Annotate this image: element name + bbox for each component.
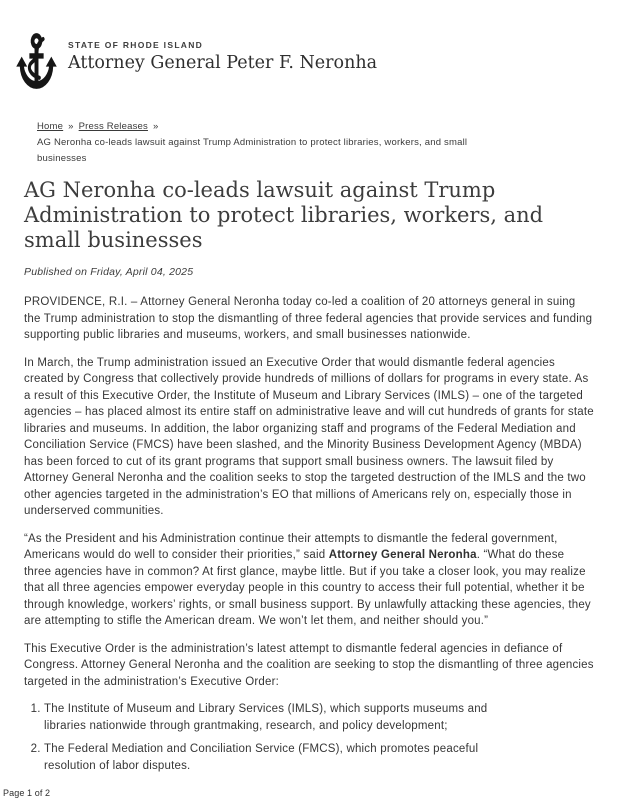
site-header	[0, 0, 618, 92]
breadcrumb-link-home[interactable]: Home	[37, 121, 64, 132]
attorney-general-title: Attorney General Peter F. Neronha	[68, 53, 378, 73]
paragraph-lede: PROVIDENCE, R.I. – Attorney General Neronha today co-led a coalition of 20 attorneys general in suing the Trump administration to stop the dismantling of three federal agencies that provide services and funding supporting public libraries and museums, workers, and small businesses nationwide.	[24, 296, 593, 341]
paragraph-summary: This Executive Order is the administration’s latest attempt to dismantle federal agencies in defiance of Congress. Attorney General Neronha and the coalition are seeking to stop the dismantling of three agencies targeted in the administration’s Executive Order:	[24, 642, 594, 688]
quote-text-before: “As the President and his Administration continue their attempts to dismantle the federal government, Americans would do well to consider their priorities,” said	[24, 532, 558, 561]
header-text	[68, 30, 377, 73]
paragraph-quote	[24, 531, 594, 630]
press-release-article	[0, 178, 618, 774]
breadcrumb-separator: »	[68, 121, 74, 132]
page-title: AG Neronha co-leads lawsuit against Trump Administration to protect libraries, workers, and small businesses	[24, 178, 544, 252]
state-label: STATE OF RHODE ISLAND	[68, 40, 204, 50]
list-item-imls	[44, 701, 529, 734]
anchor-icon	[14, 30, 59, 92]
breadcrumb-current-page: AG Neronha co-leads lawsuit against Trump Administration to protect libraries, workers, and small businesses	[37, 137, 468, 164]
published-date: Published on Friday, April 04, 2025	[24, 266, 194, 278]
list-item-imls-text: The Institute of Museum and Library Services (IMLS), which supports museums and libraries nationwide through grantmaking, research, and policy development;	[44, 703, 488, 732]
breadcrumb-link-press-releases[interactable]: Press Releases	[78, 121, 148, 132]
list-item-fmcs	[44, 741, 529, 774]
breadcrumb-separator: »	[152, 121, 159, 132]
quote-attribution: Attorney General Neronha	[328, 549, 477, 561]
page-number: Page 1 of 2	[3, 788, 51, 798]
ri-state-logo	[14, 30, 59, 92]
targeted-agencies-list	[24, 701, 529, 774]
paragraph-background: In March, the Trump administration issued an Executive Order that would dismantle federal agencies created by Congress that collectively provide hundreds of millions of dollars for programs in every state. As a result of this Executive Order, the Institute of Museum and Library Services (IMLS) – one of the targeted agencies – has placed almost its entire staff on administrative leave and will cut hundreds of grants for state libraries and museums. In addition, the labor organizing staff and programs of the Federal Mediation and Conciliation Service (FMCS) have been slashed, and the Minority Business Development Agency (MBDA) has been forced to cut of its grant programs that support small business owners. The lawsuit filed by Attorney General Neronha and the coalition seeks to stop the targeted destruction of the IMLS and the two other agencies targeted in the administration’s EO that millions of Americans rely on, especially those in underserved communities.	[24, 356, 594, 517]
breadcrumb-trail	[37, 119, 594, 135]
breadcrumb	[37, 119, 594, 167]
quote-text-after: . “What do these three agencies have in common? At first glance, maybe little. But if you take a closer look, you may realize that all three agencies empower everyday people in this country to access their full potential, whether it be through knowledge, workers’ rights, or small business support. By unlawfully attacking these agencies, they are attempting to stifle the American dream. We won’t let them, and neither should you.”	[24, 549, 591, 627]
list-item-fmcs-text: The Federal Mediation and Conciliation Service (FMCS), which promotes peaceful resolution of labor disputes.	[44, 743, 479, 772]
